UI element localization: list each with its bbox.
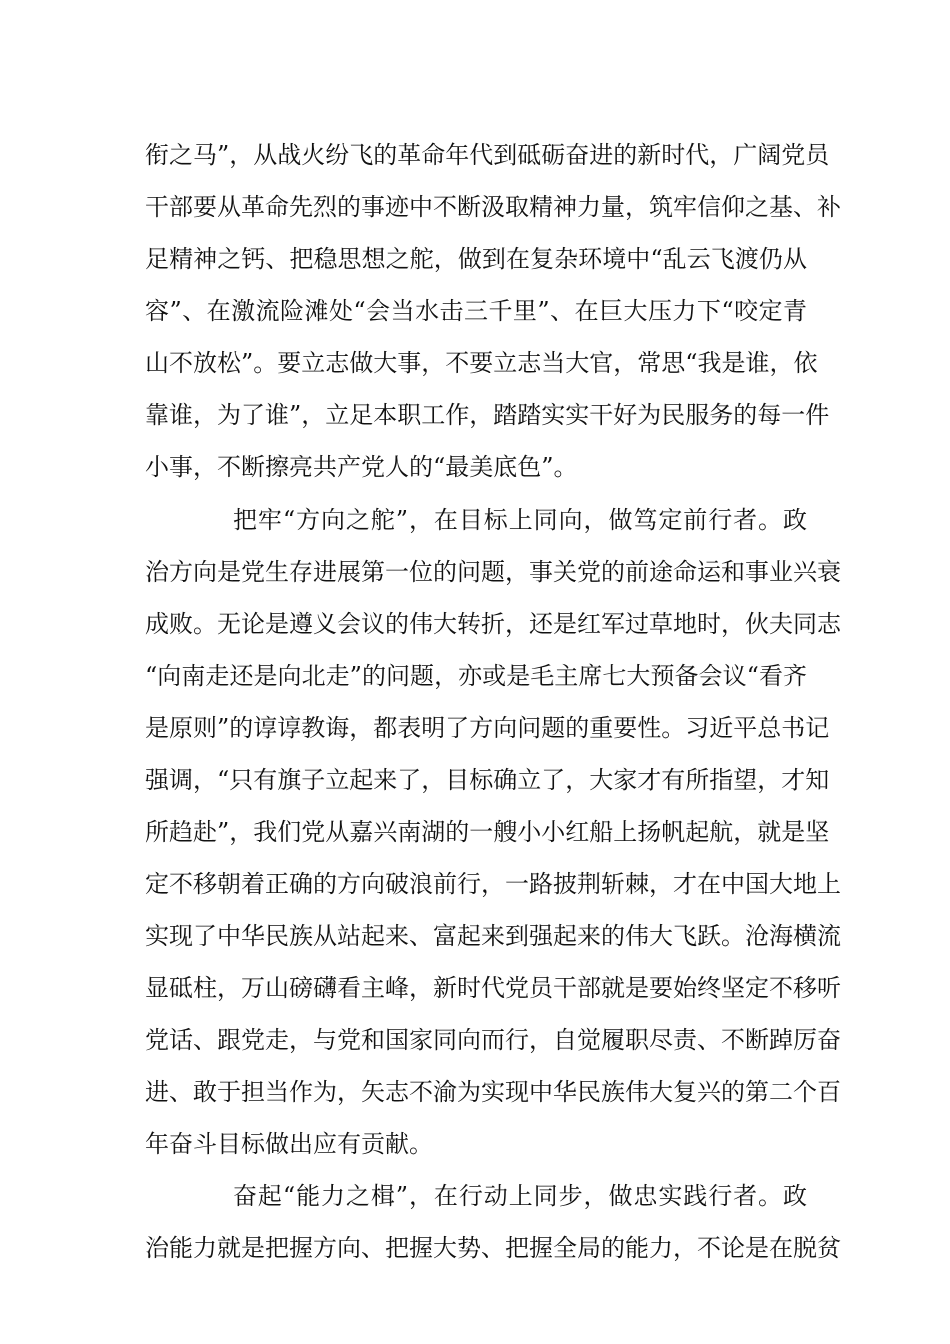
text-line-15: 定不移朝着正确的方向破浪前行，一路披荆斩棘，才在中国大地上 (145, 870, 841, 898)
text-line-2: 干部要从革命先烈的事迹中不断汲取精神力量，筑牢信仰之基、补 (145, 193, 841, 221)
text-line-7: 小事，不断擦亮共产党人的“最美底色”。 (145, 453, 578, 481)
text-line-10: 成败。无论是遵义会议的伟大转折，还是红军过草地时，伙夫同志 (145, 610, 841, 638)
text-line-17: 显砥柱，万山磅礴看主峰，新时代党员干部就是要始终坚定不移听 (145, 974, 841, 1002)
paragraph-3-first-line: 奋起“能力之楫”，在行动上同步，做忠实践行者。政 (233, 1182, 807, 1210)
text-line-11: “向南走还是向北走”的问题，亦或是毛主席七大预备会议“看齐 (145, 662, 807, 690)
text-line-20: 年奋斗目标做出应有贡献。 (145, 1130, 433, 1158)
text-line-9: 治方向是党生存进展第一位的问题，事关党的前途命运和事业兴衰 (145, 558, 841, 586)
paragraph-2-first-line: 把牢“方向之舵”，在目标上同向，做笃定前行者。政 (233, 506, 807, 534)
text-line-4: 容”、在激流险滩处“会当水击三千里”、在巨大压力下“咬定青 (145, 297, 807, 325)
text-line-14: 所趋赴”，我们党从嘉兴南湖的一艘小小红船上扬帆起航，就是坚 (145, 818, 830, 846)
text-line-19: 进、敢于担当作为，矢志不渝为实现中华民族伟大复兴的第二个百 (145, 1078, 841, 1106)
text-line-3: 足精神之钙、把稳思想之舵，做到在复杂环境中“乱云飞渡仍从 (145, 245, 807, 273)
text-line-13: 强调，“只有旗子立起来了，目标确立了，大家才有所指望，才知 (145, 766, 830, 794)
text-line-22: 治能力就是把握方向、把握大势、把握全局的能力，不论是在脱贫 (145, 1234, 841, 1262)
text-line-16: 实现了中华民族从站起来、富起来到强起来的伟大飞跃。沧海横流 (145, 922, 841, 950)
text-line-18: 党话、跟党走，与党和国家同向而行，自觉履职尽责、不断踔厉奋 (145, 1026, 841, 1054)
text-line-1: 衔之马”，从战火纷飞的革命年代到砥砺奋进的新时代，广阔党员 (145, 141, 830, 169)
text-line-6: 靠谁，为了谁”，立足本职工作，踏踏实实干好为民服务的每一件 (145, 401, 830, 429)
text-line-5: 山不放松”。要立志做大事，不要立志当大官，常思“我是谁，依 (145, 349, 818, 377)
text-line-12: 是原则”的谆谆教诲，都表明了方向问题的重要性。习近平总书记 (145, 714, 830, 742)
